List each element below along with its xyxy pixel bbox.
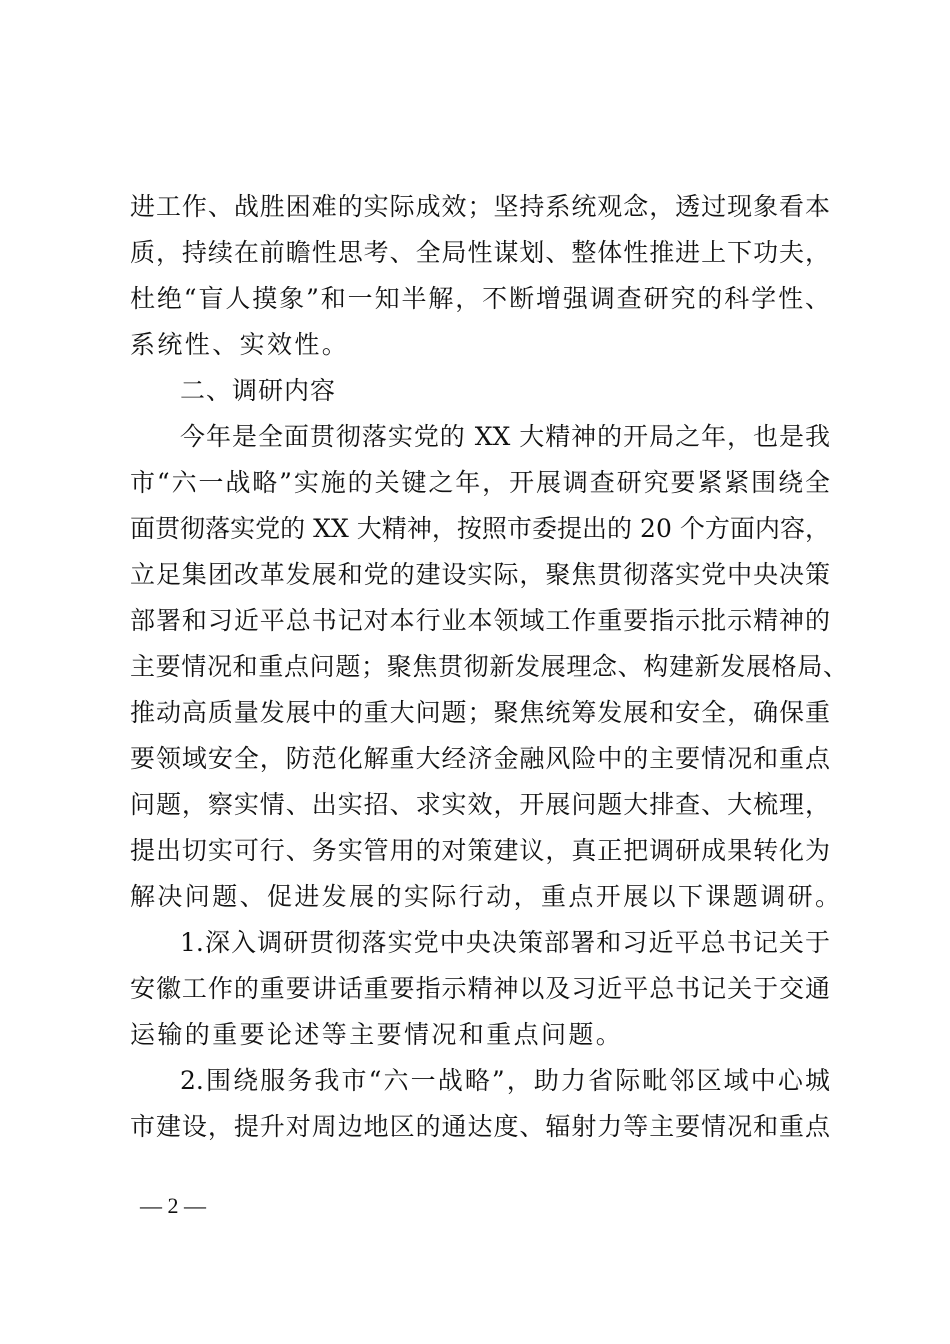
paragraph-line: 部署和习近平总书记对本行业本领域工作重要指示批示精神的 <box>130 606 830 635</box>
list-item-line: 安徽工作的重要讲话重要指示精神以及习近平总书记关于交通 <box>130 974 830 1003</box>
paragraph-line: 推动高质量发展中的重大问题；聚焦统筹发展和安全，确保重 <box>130 698 830 727</box>
paragraph-line: 要领域安全，防范化解重大经济金融风险中的主要情况和重点 <box>130 744 830 773</box>
paragraph-line: 提出切实可行、务实管用的对策建议，真正把调研成果转化为 <box>130 836 830 865</box>
paragraph-line: 问题，察实情、出实招、求实效，开展问题大排查、大梳理， <box>130 790 830 819</box>
paragraph-line: 进工作、战胜困难的实际成效；坚持系统观念，透过现象看本 <box>130 192 830 221</box>
paragraph-line: 面贯彻落实党的 XX 大精神，按照市委提出的 20 个方面内容， <box>130 514 830 543</box>
paragraph-line: 主要情况和重点问题；聚焦贯彻新发展理念、构建新发展格局、 <box>130 652 848 681</box>
paragraph-line: 质，持续在前瞻性思考、全局性谋划、整体性推进上下功夫， <box>130 238 830 267</box>
list-item-line: 市建设，提升对周边地区的通达度、辐射力等主要情况和重点 <box>130 1112 830 1141</box>
paragraph-line: 立足集团改革发展和党的建设实际，聚焦贯彻落实党中央决策 <box>130 560 830 589</box>
page-number: — 2 — <box>140 1193 206 1218</box>
paragraph-line: 杜绝“盲人摸象”和一知半解，不断增强调查研究的科学性、 <box>130 284 830 313</box>
list-item-line: 1.深入调研贯彻落实党中央决策部署和习近平总书记关于 <box>180 928 830 957</box>
paragraph-line: 系统性、实效性。 <box>130 330 350 359</box>
list-item-line: 运输的重要论述等主要情况和重点问题。 <box>130 1020 624 1049</box>
paragraph-line: 今年是全面贯彻落实党的 XX 大精神的开局之年，也是我 <box>180 422 830 451</box>
paragraph-line: 市“六一战略”实施的关键之年，开展调查研究要紧紧围绕全 <box>130 468 830 497</box>
list-item-line: 2.围绕服务我市“六一战略”，助力省际毗邻区域中心城 <box>180 1066 830 1095</box>
paragraph-line: 解决问题、促进发展的实际行动，重点开展以下课题调研。 <box>130 882 843 911</box>
section-heading: 二、调研内容 <box>180 376 337 405</box>
